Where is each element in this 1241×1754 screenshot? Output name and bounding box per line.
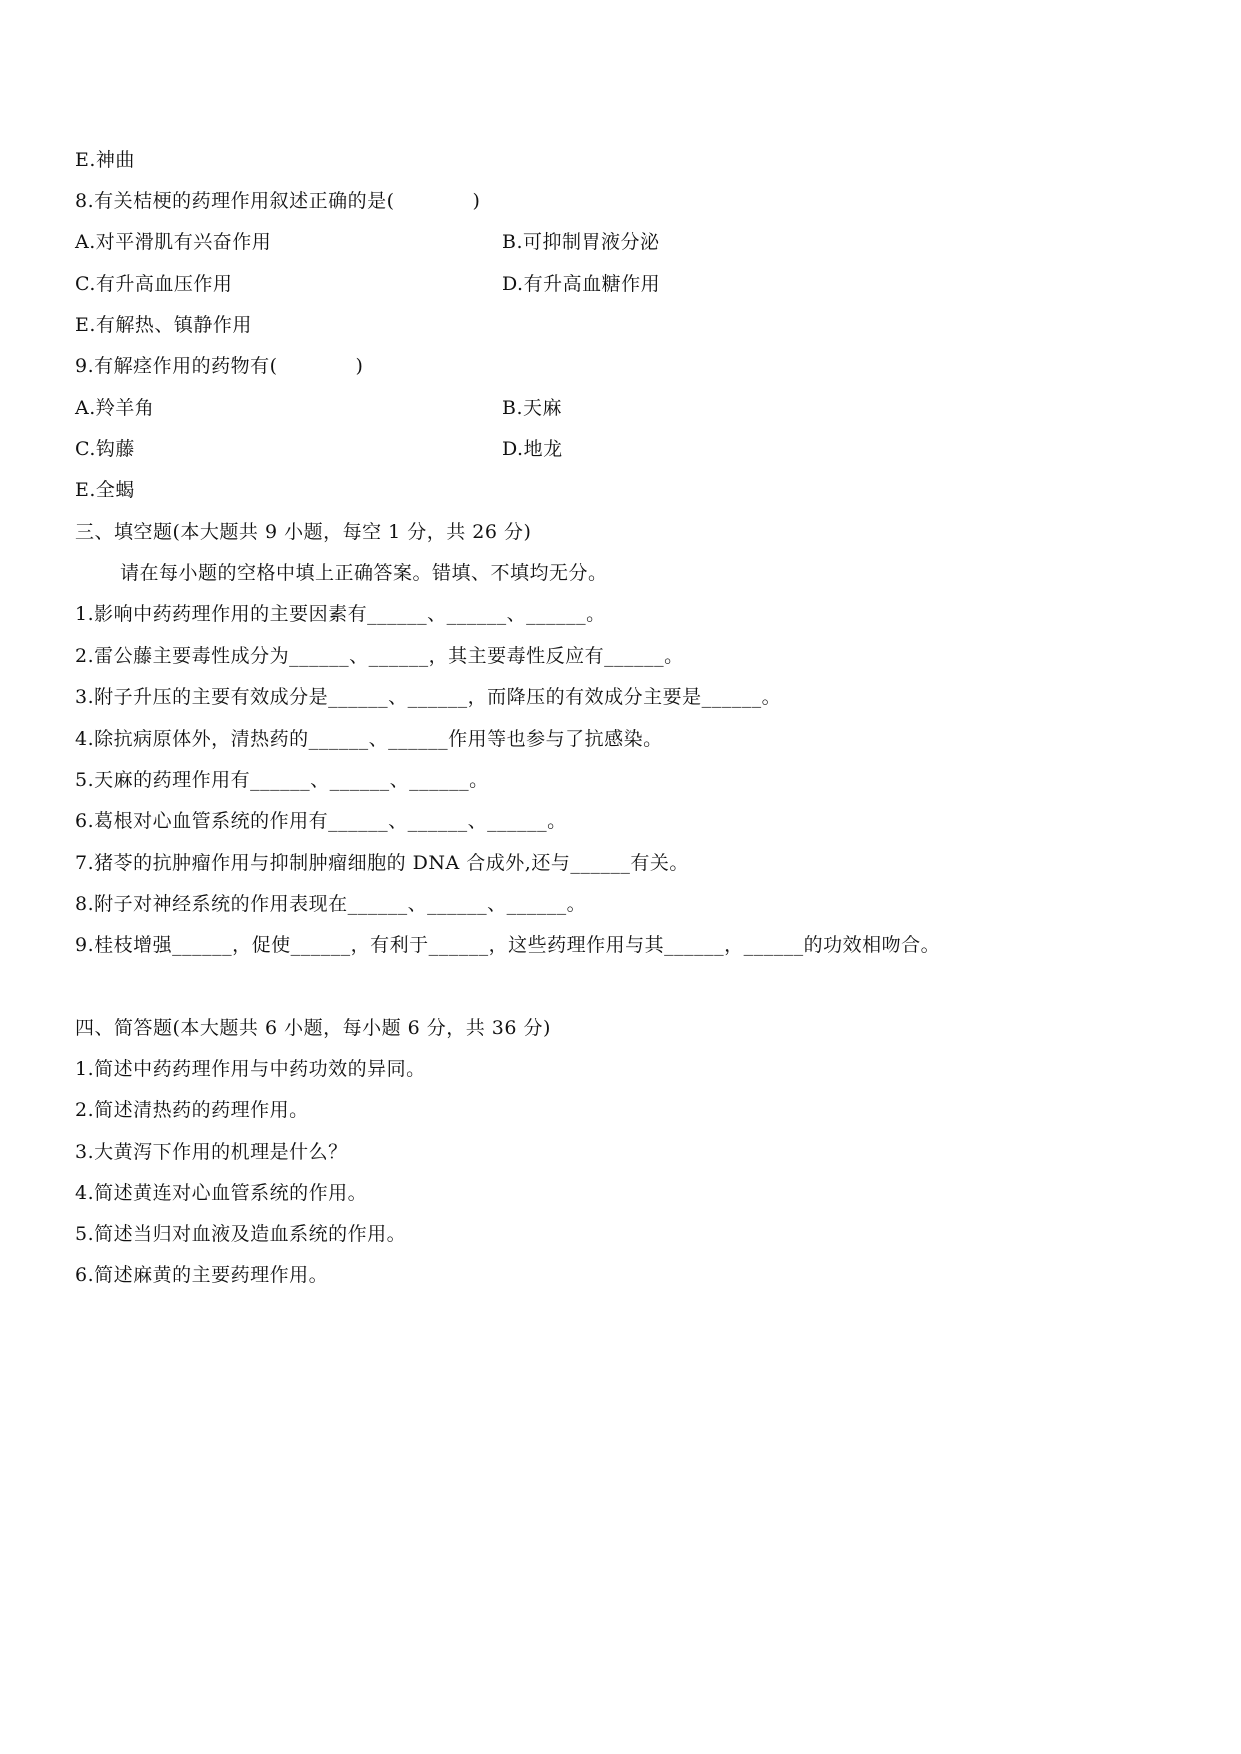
q8-stem: 8.有关桔梗的药理作用叙述正确的是( ) [75, 190, 481, 212]
q8-option-a: A.对平滑肌有兴奋作用 [75, 231, 272, 253]
fill-in-item: 7.猪苓的抗肿瘤作用与抑制肿瘤细胞的 DNA 合成外,还与______有关。 [75, 852, 689, 874]
short-answer-item: 6.简述麻黄的主要药理作用。 [75, 1264, 329, 1286]
q8-option-b: B.可抑制胃液分泌 [502, 231, 660, 253]
q8-option-e: E.有解热、镇静作用 [75, 314, 252, 336]
section-3-title: 三、填空题(本大题共 9 小题，每空 1 分，共 26 分) [75, 521, 532, 543]
q8-option-c: C.有升高血压作用 [75, 273, 233, 295]
section-3-instruction: 请在每小题的空格中填上正确答案。错填、不填均无分。 [120, 562, 608, 584]
fill-in-item: 2.雷公藤主要毒性成分为______、______，其主要毒性反应有______。 [75, 645, 684, 667]
short-answer-item: 5.简述当归对血液及造血系统的作用。 [75, 1223, 407, 1245]
q8-option-d: D.有升高血糖作用 [502, 273, 661, 295]
fill-in-item: 5.天麻的药理作用有______、______、______。 [75, 769, 489, 791]
short-answer-item: 3.大黄泻下作用的机理是什么？ [75, 1141, 348, 1163]
q9-option-a: A.羚羊角 [75, 397, 155, 419]
short-answer-item: 4.简述黄连对心血管系统的作用。 [75, 1182, 368, 1204]
q9-option-b: B.天麻 [502, 397, 563, 419]
short-answer-item: 1.简述中药药理作用与中药功效的异同。 [75, 1058, 426, 1080]
fill-in-item: 4.除抗病原体外，清热药的______、______作用等也参与了抗感染。 [75, 728, 663, 750]
fill-in-item: 3.附子升压的主要有效成分是______、______，而降压的有效成分主要是______。 [75, 686, 782, 708]
q9-option-e: E.全蝎 [75, 479, 135, 501]
fill-in-item: 6.葛根对心血管系统的作用有______、______、______。 [75, 810, 567, 832]
q7-option-e: E.神曲 [75, 149, 135, 171]
fill-in-item: 8.附子对神经系统的作用表现在______、______、______。 [75, 893, 587, 915]
short-answer-item: 2.简述清热药的药理作用。 [75, 1099, 309, 1121]
q9-stem: 9.有解痉作用的药物有( ) [75, 355, 364, 377]
fill-in-item: 9.桂枝增强______，促使______，有利于______，这些药理作用与其______，______的功效相吻合。 [75, 934, 941, 956]
q9-option-c: C.钩藤 [75, 438, 135, 460]
fill-in-item: 1.影响中药药理作用的主要因素有______、______、______。 [75, 603, 606, 625]
section-4-title: 四、简答题(本大题共 6 小题，每小题 6 分，共 36 分) [75, 1017, 551, 1039]
q9-option-d: D.地龙 [502, 438, 563, 460]
